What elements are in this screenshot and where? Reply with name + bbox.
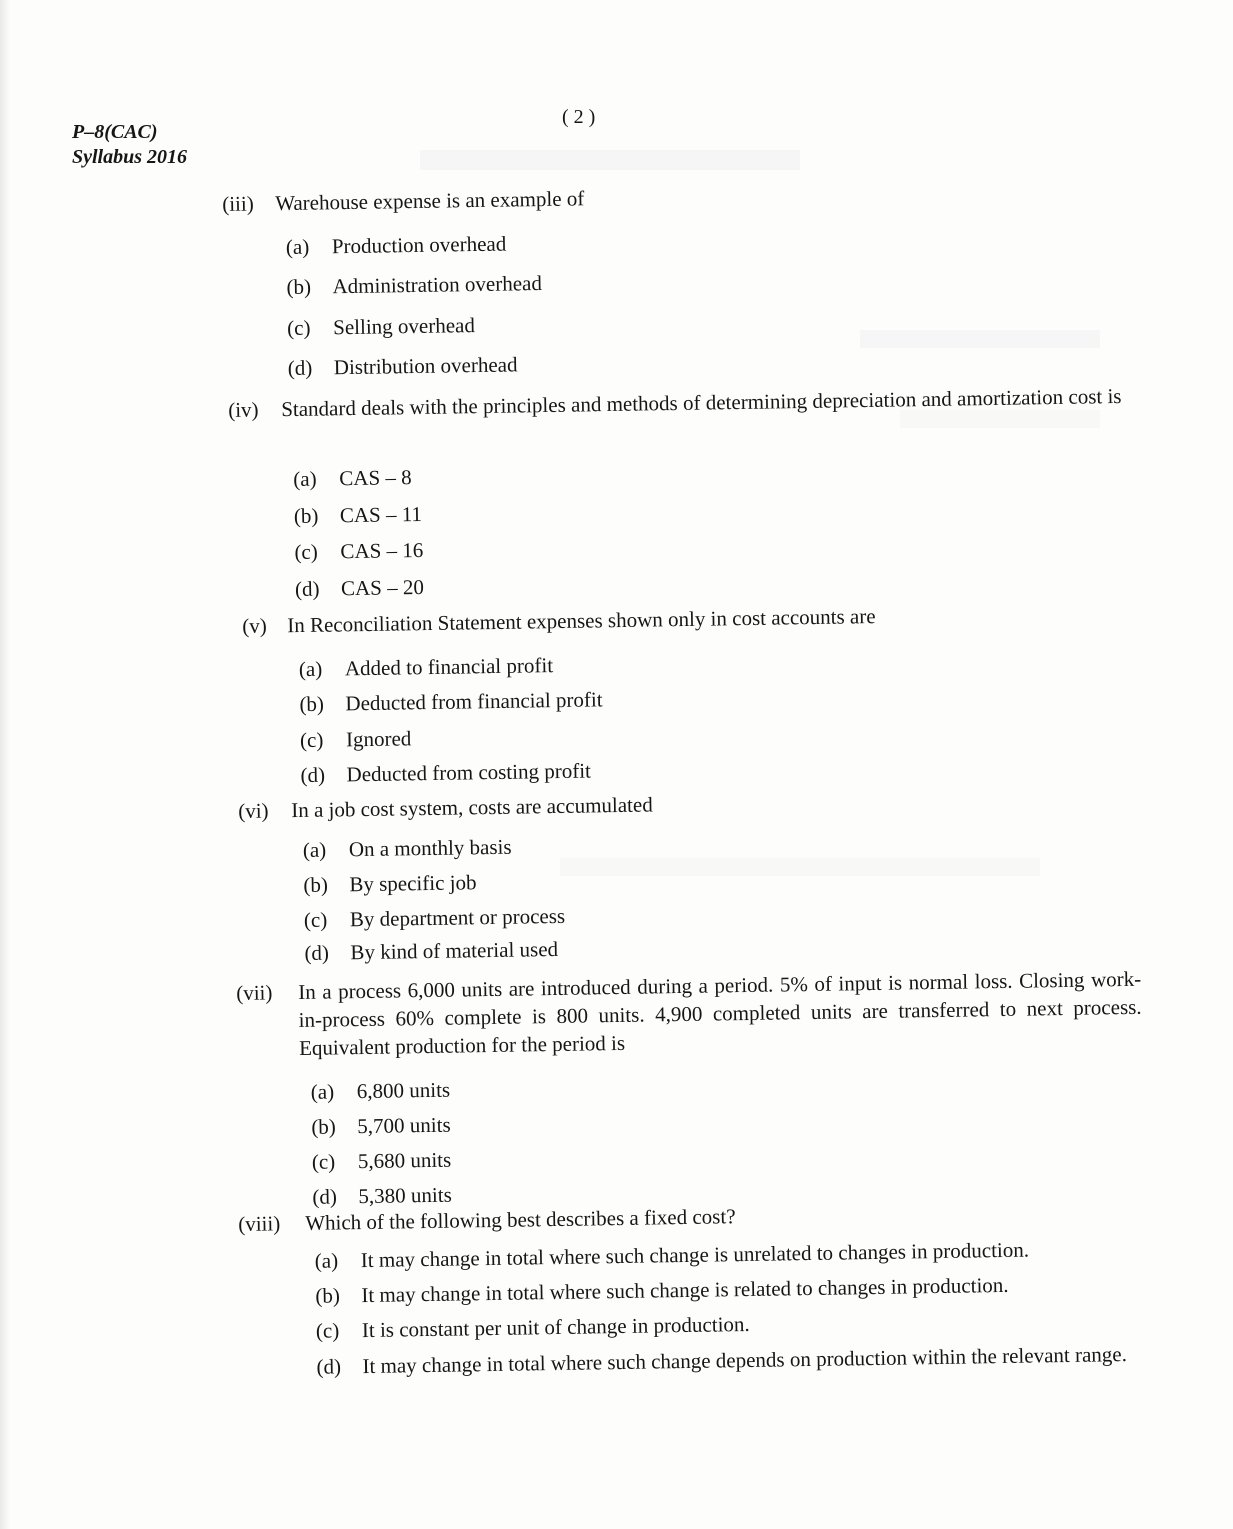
option-text: It may change in total where such change depends on production within the relevant range.	[362, 1342, 1128, 1379]
option-a	[293, 463, 412, 493]
option-d	[316, 1340, 1151, 1381]
option-text: Added to financial profit	[344, 653, 554, 681]
option-text: 5,680 units	[357, 1147, 452, 1174]
bleed-through-shadow	[420, 150, 800, 170]
option-label: (b)	[293, 503, 319, 528]
option-c	[287, 311, 475, 342]
page-number: ( 2 )	[562, 106, 596, 128]
option-label: (a)	[293, 466, 317, 491]
option-label: (b)	[311, 1114, 337, 1139]
option-text: Selling overhead	[332, 313, 476, 340]
question-text: Which of the following best describes a fixed cost?	[305, 1204, 736, 1235]
option-text: Production overhead	[331, 231, 507, 259]
option-text: It may change in total where such change is unrelated to changes in production.	[360, 1237, 1030, 1273]
option-text: It is constant per unit of change in production.	[361, 1311, 750, 1343]
option-b	[299, 685, 603, 718]
option-label: (a)	[302, 837, 327, 862]
option-text: By specific job	[349, 870, 477, 897]
question-number: (viii)	[238, 1211, 281, 1236]
option-a	[311, 1076, 451, 1106]
syllabus-label: Syllabus 2016	[72, 146, 188, 168]
paper-header	[72, 120, 187, 170]
option-label: (a)	[285, 234, 310, 260]
option-label: (a)	[298, 656, 323, 682]
option-label: (c)	[299, 727, 324, 753]
option-d	[300, 757, 591, 790]
option-label: (b)	[303, 872, 329, 897]
option-b	[294, 500, 423, 530]
option-text: CAS – 11	[339, 501, 423, 528]
option-d	[295, 573, 424, 603]
question-text: Warehouse expense is an example of	[275, 186, 585, 216]
option-text: Administration overhead	[332, 270, 543, 299]
option-label: (d)	[304, 940, 330, 965]
option-a	[286, 230, 507, 261]
option-label: (c)	[311, 1149, 336, 1174]
option-a	[299, 651, 554, 683]
bleed-through-shadow	[560, 858, 1040, 876]
option-d	[288, 350, 518, 382]
option-label: (d)	[312, 1184, 338, 1209]
option-label: (d)	[294, 576, 320, 601]
question-vii	[236, 965, 1146, 1209]
question-number: (iii)	[222, 191, 254, 216]
question-number: (vi)	[238, 798, 269, 823]
option-text: Deducted from costing profit	[346, 758, 592, 787]
question-text: In a job cost system, costs are accumulated	[291, 792, 653, 823]
option-label: (d)	[287, 355, 313, 380]
option-c	[294, 536, 423, 566]
option-label: (a)	[314, 1248, 339, 1273]
option-label: (a)	[310, 1079, 335, 1104]
option-label: (c)	[315, 1318, 340, 1343]
option-text: On a monthly basis	[348, 834, 512, 862]
question-text: In Reconciliation Statement expenses shown only in cost accounts are	[287, 604, 876, 638]
option-label: (d)	[316, 1354, 342, 1379]
option-c	[316, 1310, 750, 1345]
question-number: (iv)	[228, 397, 259, 422]
option-text: Deducted from financial profit	[345, 687, 603, 716]
option-text: It may change in total where such change is related to changes in production.	[361, 1272, 1009, 1308]
option-text: CAS – 16	[340, 537, 424, 564]
option-text: Distribution overhead	[333, 352, 518, 380]
option-text: CAS – 8	[339, 465, 412, 491]
paper-code: P–8(CAC)	[72, 121, 158, 143]
option-label: (b)	[299, 691, 325, 717]
question-number: (v)	[242, 613, 267, 638]
question-iv	[228, 382, 1128, 601]
option-text: 6,800 units	[356, 1077, 451, 1104]
option-a	[303, 833, 512, 864]
option-text: CAS – 20	[340, 574, 425, 601]
scan-edge	[0, 0, 10, 1529]
option-text: Ignored	[345, 726, 412, 752]
option-label: (d)	[300, 762, 326, 788]
option-label: (c)	[294, 539, 318, 564]
option-c	[312, 1146, 452, 1176]
option-text: By department or process	[349, 903, 566, 932]
option-text: 5,380 units	[358, 1182, 452, 1209]
question-number: (vii)	[236, 980, 273, 1005]
bleed-through-shadow	[860, 330, 1100, 348]
option-c	[304, 902, 566, 934]
option-text: 5,700 units	[357, 1112, 451, 1139]
question-text: In a process 6,000 units are introduced during a period. 5% of input is normal loss. Closing work-in-process 60% complete is 800 units. 4,900 completed units are transferred to next process. Equivalent production for the period is	[298, 966, 1142, 1061]
option-label: (b)	[286, 274, 312, 299]
option-label: (c)	[303, 907, 328, 932]
option-b	[303, 868, 477, 899]
option-b	[311, 1111, 451, 1141]
option-c	[300, 724, 412, 754]
question-text: Standard deals with the principles and methods of determining depreciation and amortization cost is	[281, 383, 1122, 422]
option-text: By kind of material used	[350, 936, 559, 965]
question-iii	[222, 176, 1122, 380]
option-label: (b)	[315, 1283, 341, 1308]
option-d	[304, 935, 558, 967]
option-a	[315, 1236, 1030, 1275]
option-b	[315, 1271, 1009, 1310]
option-label: (c)	[286, 315, 311, 340]
option-b	[286, 269, 542, 301]
